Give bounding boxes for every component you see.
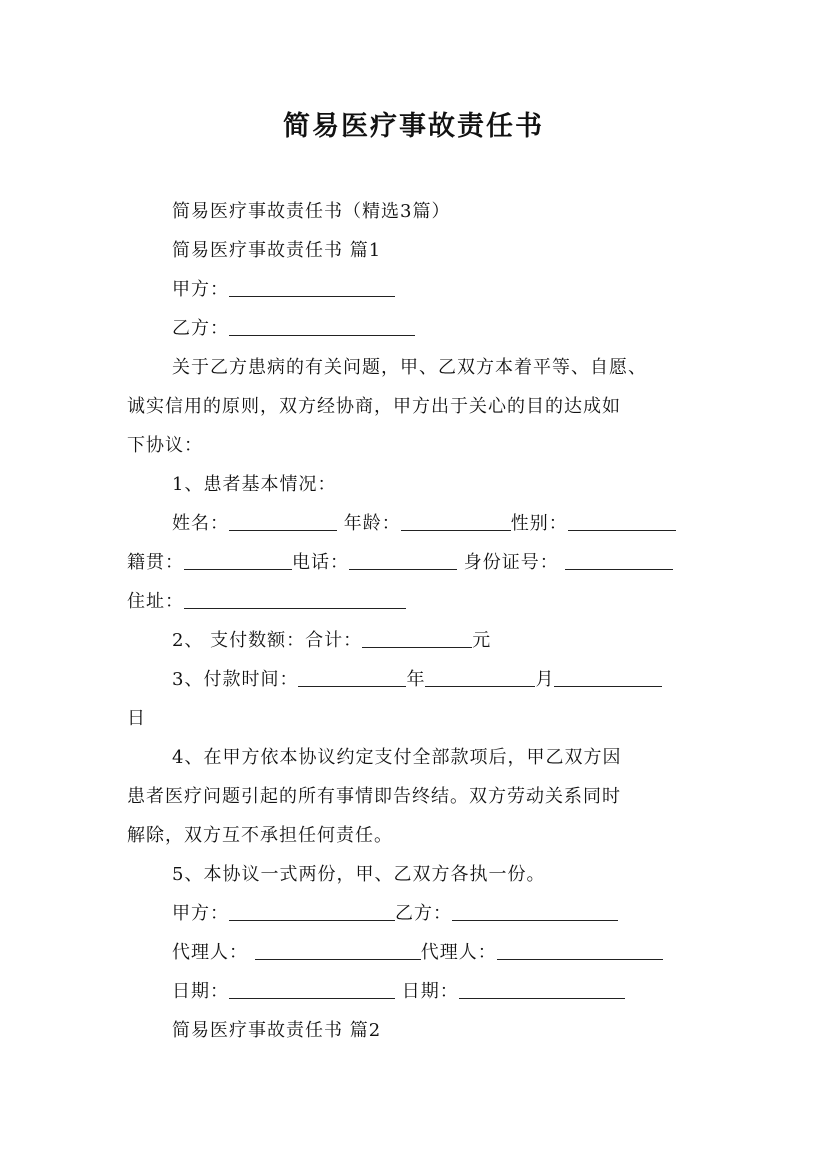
- date-a-blank: [229, 982, 395, 999]
- item5-line: 5、本协议一式两份，甲、乙双方各执一份。: [172, 864, 546, 885]
- name-blank: [229, 514, 337, 531]
- day-label: 日: [127, 708, 146, 729]
- item2-unit: 元: [472, 630, 492, 651]
- phone-label: 电话：: [292, 552, 349, 573]
- date-b-blank: [459, 982, 625, 999]
- sign-b-blank: [452, 904, 618, 921]
- year-label: 年: [406, 669, 426, 690]
- agent-b-label: 代理人：: [420, 942, 497, 963]
- address-blank: [184, 592, 406, 609]
- age-blank: [401, 514, 511, 531]
- agent-a-label: 代理人：: [172, 942, 248, 963]
- id-blank: [565, 553, 673, 570]
- party-a-label: 甲方：: [172, 279, 229, 300]
- party-a-blank: [229, 280, 395, 297]
- sign-a-blank: [229, 904, 395, 921]
- month-blank: [425, 670, 535, 687]
- intro-line-2: 诚实信用的原则，双方经协商，甲方出于关心的目的达成如: [127, 396, 621, 417]
- id-label: 身份证号：: [463, 552, 559, 573]
- party-a-line: [172, 277, 395, 303]
- name-label: 姓名：: [172, 513, 229, 534]
- party-b-label: 乙方：: [172, 318, 229, 339]
- agent-a-blank: [255, 943, 421, 960]
- item2-line: [172, 628, 491, 654]
- subtitle: 简易医疗事故责任书（精选3篇）: [172, 201, 451, 222]
- amount-blank: [362, 631, 472, 648]
- item2-label: 2、 支付数额：合计：: [172, 630, 363, 651]
- date-line: [172, 979, 625, 1005]
- gender-label: 性别：: [510, 513, 568, 534]
- basic-info-line-1: [172, 511, 676, 537]
- address-label: 住址：: [127, 591, 184, 612]
- native-blank: [184, 553, 292, 570]
- native-label: 籍贯：: [127, 552, 184, 573]
- phone-blank: [349, 553, 457, 570]
- address-line: [127, 589, 406, 615]
- item4-line-3: 解除，双方互不承担任何责任。: [127, 825, 393, 846]
- document-title: 简易医疗事故责任书: [283, 111, 544, 142]
- intro-line-3: 下协议：: [127, 435, 203, 456]
- gender-blank: [568, 514, 676, 531]
- date-a-label: 日期：: [172, 981, 229, 1002]
- sign-b-label: 乙方：: [395, 903, 452, 924]
- date-b-label: 日期：: [401, 981, 459, 1002]
- item1-title: 1、患者基本情况：: [172, 474, 337, 495]
- item3-line: [172, 667, 662, 693]
- sign-a-label: 甲方：: [172, 903, 229, 924]
- item3-label: 3、付款时间：: [172, 669, 299, 690]
- party-b-blank: [229, 319, 415, 336]
- day-blank: [554, 670, 662, 687]
- year-blank: [298, 670, 406, 687]
- sign-line: [172, 901, 618, 927]
- basic-info-line-2: [127, 550, 673, 576]
- age-label: 年龄：: [343, 513, 401, 534]
- item4-line-2: 患者医疗问题引起的所有事情即告终结。双方劳动关系同时: [127, 786, 621, 807]
- agent-line: [172, 940, 663, 966]
- section1-heading: 简易医疗事故责任书 篇1: [172, 240, 382, 261]
- item4-line-1: 4、在甲方依本协议约定支付全部款项后，甲乙双方因: [172, 747, 622, 768]
- section2-heading: 简易医疗事故责任书 篇2: [172, 1020, 382, 1041]
- month-label: 月: [535, 669, 555, 690]
- party-b-line: [172, 316, 415, 342]
- intro-line-1: 关于乙方患病的有关问题，甲、乙双方本着平等、自愿、: [172, 357, 647, 378]
- agent-b-blank: [497, 943, 663, 960]
